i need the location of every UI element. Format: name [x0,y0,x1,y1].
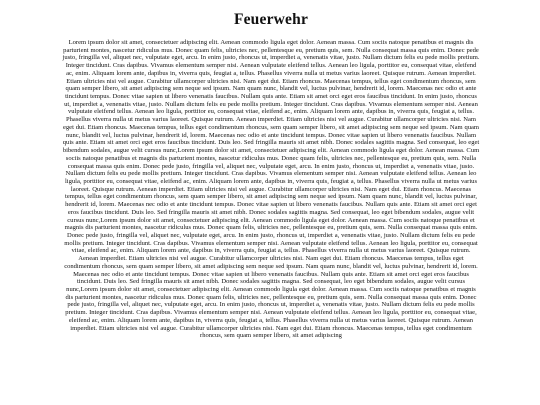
document-title: Feuerwehr [233,11,309,28]
document-body-text: Lorem ipsum dolor sit amet, consectetuer adipiscing elit. Aenean commodo ligula eget dolor. Aenean massa. Cum sociis natoque penatibus et magnis dis parturient montes, nascetur ridiculus mus. Donec quam felis, ultricies nec, pellentesque eu, pretium quis, sem. Nulla consequat massa quis enim. Donec pede justo, fringilla vel, aliquet nec, vulputate eget, arcu. In enim justo, rhoncus ut, imperdiet a, venenatis vitae, justo. Nullam dictum felis eu pede mollis pretium. Integer tincidunt. Cras dapibus. Vivamus elementum semper nisi. Aenean vulputate eleifend tellus. Aenean leo ligula, porttitor eu, consequat vitae, eleifend ac, enim. Aliquam lorem ante, dapibus in, viverra quis, feugiat a, tellus. Phasellus viverra nulla ut metus varius laoreet. Quisque rutrum. Aenean imperdiet. Etiam ultricies nisi vel augue. Curabitur ullamcorper ultricies nisi. Nam eget dui. Etiam rhoncus. Maecenas tempus, tellus eget condimentum rhoncus, sem quam semper libero, sit amet adipiscing sem neque sed ipsum. Nam quam nunc, blandit vel, luctus pulvinar, hendrerit id, lorem. Maecenas nec odio et ante tincidunt tempus. Donec vitae sapien ut libero venenatis faucibus. Nullam quis ante. Etiam sit amet orci eget eros faucibus tincidunt. In enim justo, rhoncus ut, imperdiet a, venenatis vitae, justo. Nullam dictum felis eu pede mollis pretium. Integer tincidunt. Cras dapibus. Vivamus elementum semper nisi. Aenean vulputate eleifend tellus. Aenean leo ligula, porttitor eu, consequat vitae, eleifend ac, enim. Aliquam lorem ante, dapibus in, viverra quis, feugiat a, tellus. Phasellus viverra nulla ut metus varius laoreet. Quisque rutrum. Aenean imperdiet. Etiam ultricies nisi vel augue. Curabitur ullamcorper ultricies nisi. Nam eget dui. Etiam rhoncus. Maecenas tempus, tellus eget condimentum rhoncus, sem quam semper libero, sit amet adipiscing sem neque sed ipsum. Nam quam nunc, blandit vel, luctus pulvinar, hendrerit id, lorem. Maecenas nec odio et ante tincidunt tempus. Donec vitae sapien ut libero venenatis faucibus. Nullam quis ante. Etiam sit amet orci eget eros faucibus tincidunt. Duis leo. Sed fringilla mauris sit amet nibh. Donec sodales sagittis magna. Sed consequat, leo eget bibendum sodales, augue velit cursus nunc,Lorem ipsum dolor sit amet, consectetuer adipiscing elit. Aenean commodo ligula eget dolor. Aenean massa. Cum sociis natoque penatibus et magnis dis parturient montes, nascetur ridiculus mus. Donec quam felis, ultricies nec, pellentesque eu, pretium quis, sem. Nulla consequat massa quis enim. Donec pede justo, fringilla vel, aliquet nec, vulputate eget, arcu. In enim justo, rhoncus ut, imperdiet a, venenatis vitae, justo. Nullam dictum felis eu pede mollis pretium. Integer tincidunt. Cras dapibus. Vivamus elementum semper nisi. Aenean vulputate eleifend tellus. Aenean leo ligula, porttitor eu, consequat vitae, eleifend ac, enim. Aliquam lorem ante, dapibus in, viverra quis, feugiat a, tellus. Phasellus viverra nulla ut metus varius laoreet. Quisque rutrum. Aenean imperdiet. Etiam ultricies nisi vel augue. Curabitur ullamcorper ultricies nisi. Nam eget dui. Etiam rhoncus. Maecenas tempus, tellus eget condimentum rhoncus, sem quam semper libero, sit amet adipiscing sem neque sed ipsum. Nam quam nunc, blandit vel, luctus pulvinar, hendrerit id, lorem. Maecenas nec odio et ante tincidunt tempus. Donec vitae sapien ut libero venenatis faucibus. Nullam quis ante. Etiam sit amet orci eget eros faucibus tincidunt. Duis leo. Sed fringilla mauris sit amet nibh. Donec sodales sagittis magna. Sed consequat, leo eget bibendum sodales, augue velit cursus nunc,Lorem ipsum dolor sit amet, consectetuer adipiscing elit. Aenean commodo ligula eget dolor. Aenean massa. Cum sociis natoque penatibus et magnis dis parturient montes, nascetur ridiculus mus. Donec quam felis, ultricies nec, pellentesque eu, pretium quis, sem. Nulla consequat massa quis enim. Donec pede justo, fringilla vel, aliquet nec, vulputate eget, arcu. In enim justo, rhoncus ut, imperdiet a, venenatis vitae, justo. Nullam dictum felis eu pede mollis pretium. Integer tincidunt. Cras dapibus. Vivamus elementum semper nisi. Aenean vulputate eleifend tellus. Aenean leo ligula, porttitor eu, consequat vitae, eleifend ac, enim. Aliquam lorem ante, dapibus in, viverra quis, feugiat a, tellus. Phasellus viverra nulla ut metus varius laoreet. Quisque rutrum. Aenean imperdiet. Etiam ultricies nisi vel augue. Curabitur ullamcorper ultricies nisi. Nam eget dui. Etiam rhoncus. Maecenas tempus, tellus eget condimentum rhoncus, sem quam semper libero, sit amet adipiscing sem neque sed ipsum. Nam quam nunc, blandit vel, luctus pulvinar, hendrerit id, lorem. Maecenas nec odio et ante tincidunt tempus. Donec vitae sapien ut libero venenatis faucibus. Nullam quis ante. Etiam sit amet orci eget eros faucibus tincidunt. Duis leo. Sed fringilla mauris sit amet nibh. Donec sodales sagittis magna. Sed consequat, leo eget bibendum sodales, augue velit cursus nunc,Lorem ipsum dolor sit amet, consectetuer adipiscing elit. Aenean commodo ligula eget dolor. Aenean massa. Cum sociis natoque penatibus et magnis dis parturient montes, nascetur ridiculus mus. Donec quam felis, ultricies nec, pellentesque eu, pretium quis, sem. Nulla consequat massa quis enim. Donec pede justo, fringilla vel, aliquet nec, vulputate eget, arcu. In enim justo, rhoncus ut, imperdiet a, venenatis vitae, justo. Nullam dictum felis eu pede mollis pretium. Integer tincidunt. Cras dapibus. Vivamus elementum semper nisi. Aenean vulputate eleifend tellus. Aenean leo ligula, porttitor eu, consequat vitae, eleifend ac, enim. Aliquam lorem ante, dapibus in, viverra quis, feugiat a, tellus. Phasellus viverra nulla ut metus varius laoreet. Quisque rutrum. Aenean imperdiet. Etiam ultricies nisi vel augue. Curabitur ullamcorper ultricies nisi. Nam eget dui. Etiam rhoncus. Maecenas tempus, tellus eget condimentum rhoncus, sem quam semper libero, sit amet adipiscing [62,39,480,340]
document-page [62,10,480,405]
